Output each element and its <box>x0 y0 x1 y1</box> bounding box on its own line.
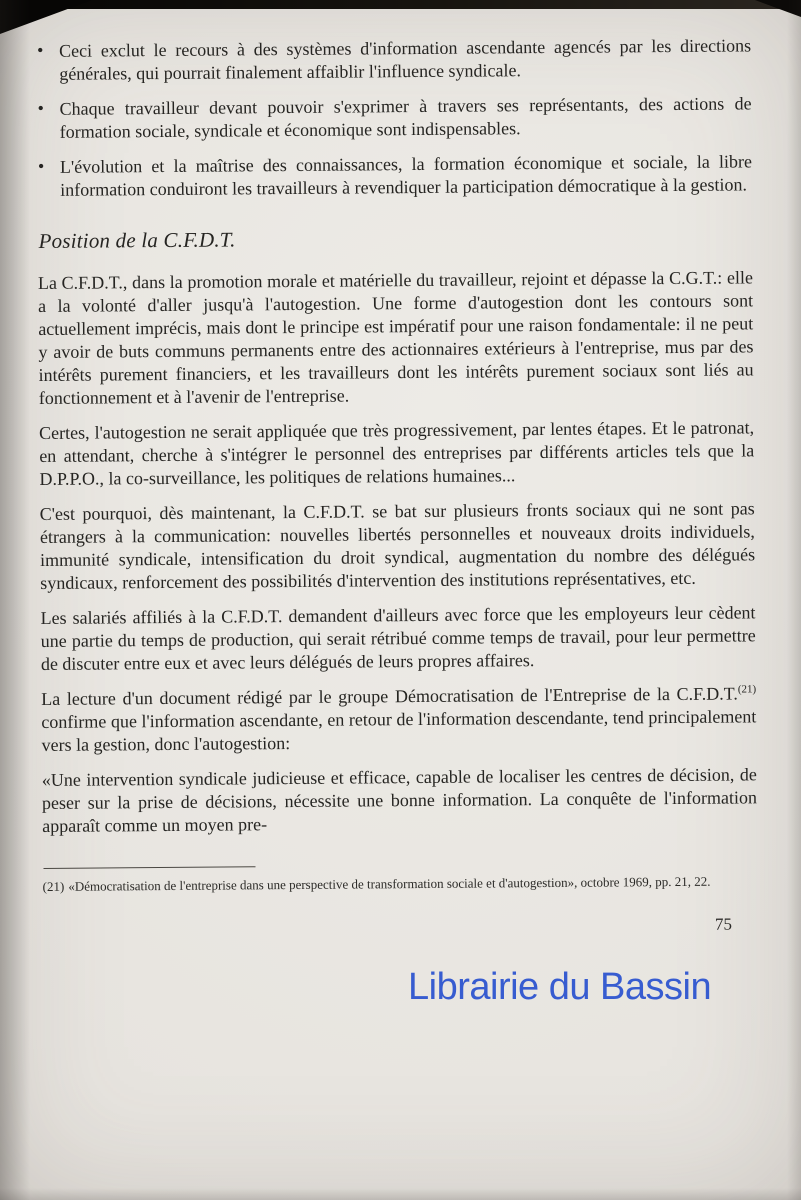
footnote-text: «Démocratisation de l'entreprise dans une perspective de transformation sociale et d'autogestion», octobre 1969, pp. 21, 22. <box>68 873 711 894</box>
watermark: Librairie du Bassin <box>408 966 712 1008</box>
paragraph: Certes, l'autogestion ne serait appliquée que très progressivement, par lentes étapes. Et le patronat, en attendant, cherche à s'intégrer le personnel des entreprises par différents articles tels que la D.P.P.O., la co-surveillance, les politiques de relations humaines... <box>39 417 755 489</box>
bullet-item <box>37 150 752 202</box>
footnote-block <box>43 862 758 896</box>
footnote-separator <box>44 866 256 869</box>
bullet-icon: • <box>37 155 45 176</box>
reference-paragraph <box>41 682 757 757</box>
paragraph: C'est pourquoi, dès maintenant, la C.F.D.T. se bat sur plusieurs fronts sociaux qui ne sont pas étrangers à la communication: nouvelles libertés personnelles et nouveaux droits individuels, immunité syndicale, intensification du droit syndical, augmentation du nombre des délégués syndicaux, renforcement des possibilités d'intervention des institutions représentatives, etc. <box>39 498 756 593</box>
footnote <box>43 872 758 896</box>
footnote-reference-mark: (21) <box>737 683 757 696</box>
section-heading: Position de la C.F.D.T. <box>38 227 236 253</box>
bullet-icon: • <box>37 97 44 118</box>
bullet-icon: • <box>36 39 44 60</box>
page-number: 75 <box>714 914 733 934</box>
bullet-item <box>36 92 751 144</box>
photo-edge-left-shadow <box>0 0 30 1200</box>
footnote-marker: (21) <box>42 878 65 894</box>
bullet-text: L'évolution et la maîtrise des connaissances, la formation économique et sociale, la libre information conduiront les travailleurs à revendiquer la participation démocratique à la gestion. <box>59 151 753 200</box>
photo-edge-bottom-shadow <box>0 1188 801 1200</box>
reference-text-after: confirme que l'information ascendante, en retour de l'information descendante, tend principalement vers la gestion, donc l'autogestion: <box>41 706 757 755</box>
bullet-item <box>36 34 751 86</box>
photo-edge-top <box>0 0 801 9</box>
paragraph: Les salariés affiliés à la C.F.D.T. demandent d'ailleurs avec force que les employeurs leur cèdent une partie du temps de production, qui serait rétribué comme temps de travail, pour leur permettre de discuter entre eux et avec leurs délégués de leurs propres affaires. <box>40 602 756 674</box>
bullet-list <box>36 34 752 202</box>
page-content <box>36 34 758 941</box>
reference-text-before: La lecture d'un document rédigé par le groupe Démocratisation de l'Entreprise de la C.F.D.T. <box>41 683 738 709</box>
quote-paragraph: «Une intervention syndicale judicieuse et efficace, capable de localiser les centres de décision, de peser sur la prise de décisions, nécessite une bonne information. La conquête de l'information apparaît comme un moyen pre- <box>41 764 758 836</box>
bullet-text: Ceci exclut le recours à des systèmes d'information ascendante agencés par les directions générales, qui pourrait finalement affaiblir l'influence syndicale. <box>59 35 752 84</box>
photo-edge-right-shadow <box>787 0 801 1200</box>
paragraph: La C.F.D.T., dans la promotion morale et matérielle du travailleur, rejoint et dépasse la C.G.T.: elle a la volonté d'aller jusqu'à l'autogestion. Une forme d'autogestion dont les contours sont actuellement imprécis, mais dont le principe est impératif pour une raison fondamentale: il ne peut y avoir de buts communs permanents entre des actionnaires extérieurs à l'entreprise, mus par des intérêts purement financiers, et les travailleurs dont les intérêts purement sociaux sont liés au fonctionnement et à l'avenir de l'entreprise. <box>37 267 754 408</box>
bullet-text: Chaque travailleur devant pouvoir s'exprimer à travers ses représentants, des actions de formation sociale, syndicale et économique sont indispensables. <box>59 93 752 142</box>
